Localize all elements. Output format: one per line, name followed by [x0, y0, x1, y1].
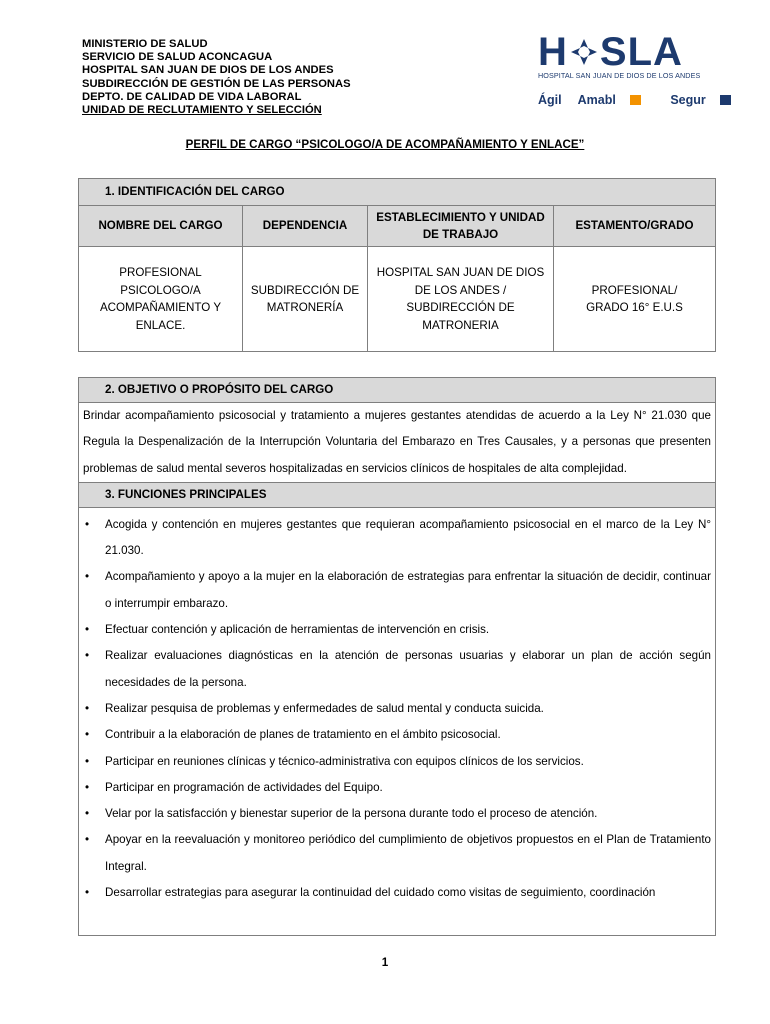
column-header: NOMBRE DEL CARGO	[79, 206, 243, 247]
cell-line: SUBDIRECCIÓN DE	[250, 283, 360, 297]
objective-functions-box	[78, 377, 716, 936]
list-item-text: Realizar pesquisa de problemas y enfermedades de salud mental y conducta suicida.	[105, 701, 544, 715]
header-line: HOSPITAL SAN JUAN DE DIOS DE LOS ANDES	[82, 64, 334, 77]
logo-tagline	[538, 93, 757, 107]
list-item	[85, 722, 711, 748]
cell-line: DE LOS ANDES /	[414, 283, 507, 297]
header-line: MINISTERIO DE SALUD	[82, 38, 208, 50]
tag-amable	[578, 93, 654, 107]
list-item-text: Participar en programación de actividades del Equipo.	[105, 780, 383, 794]
list-item-text: Acogida y contención en mujeres gestantes que requieran acompañamiento psicosocial en el marco de la Ley N° 21.030.	[105, 517, 711, 558]
logo-letters-sla: SLA	[599, 30, 683, 74]
bullet-icon: •	[85, 780, 90, 794]
cell-line: MATRONERIA	[422, 318, 499, 332]
column-header: DEPENDENCIA	[243, 206, 368, 247]
objective-text: Brindar acompañamiento psicosocial y tratamiento a mujeres gestantes atendidas de acuerdo a la Ley N° 21.030 que Regula la Despenalización de la Interrupción Voluntaria del Embarazo en Tres Causales, y a personas que presenten problemas de salud mental severos hospitalizadas en servicios clínicos de hospitales de alta complejidad.	[83, 409, 711, 475]
logo-letter-h: H	[538, 30, 568, 74]
document-title: PERFIL DE CARGO “PSICOLOGO/A DE ACOMPAÑAMIENTO Y ENLACE”	[185, 138, 585, 151]
list-item-text: Participar en reuniones clínicas y técnico-administrativa con equipos clínicos de los servicios.	[105, 754, 584, 768]
cell-line: ACOMPAÑAMIENTO Y	[99, 301, 222, 314]
list-item	[85, 880, 711, 906]
cell-nombre	[79, 247, 243, 352]
header-line: DEPTO. DE CALIDAD DE VIDA LABORAL	[82, 90, 302, 103]
tag-seguro-text: Segur	[670, 93, 706, 107]
cell-estamento	[554, 247, 716, 352]
logo-subtitle: HOSPITAL SAN JUAN DE DIOS DE LOS ANDES	[538, 71, 701, 80]
tag-amable-text: Amabl	[577, 93, 616, 107]
cell-line: GRADO 16° E.U.S	[586, 301, 683, 314]
header-line: SERVICIO DE SALUD ACONCAGUA	[82, 51, 273, 64]
functions-list	[79, 508, 715, 906]
column-header: ESTABLECIMIENTO Y UNIDAD DE TRABAJO	[368, 206, 554, 247]
bullet-icon: •	[85, 807, 90, 821]
cell-dependencia	[243, 247, 368, 352]
tag-seguro	[670, 93, 743, 107]
list-item	[85, 801, 711, 827]
bullet-icon: •	[85, 623, 90, 637]
bullet-icon: •	[85, 754, 90, 768]
logo-wordmark	[538, 30, 683, 74]
list-item-text: Contribuir a la elaboración de planes de tratamiento en el ámbito psicosocial.	[105, 728, 501, 742]
cell-line: ENLACE.	[135, 318, 186, 332]
list-item	[85, 617, 711, 643]
navy-square-icon	[720, 95, 731, 105]
list-item	[85, 564, 711, 617]
page-number: 1	[381, 956, 389, 969]
header-line: SUBDIRECCIÓN DE GESTIÓN DE LAS PERSONAS	[82, 77, 351, 90]
bullet-icon: •	[85, 701, 90, 715]
logo-cross-icon	[569, 32, 599, 62]
list-item-text: Desarrollar estrategias para asegurar la continuidad del cuidado como visitas de seguimiento, coordinación	[105, 886, 656, 900]
header-line: UNIDAD DE RECLUTAMIENTO Y SELECCIÓN	[82, 104, 322, 117]
column-header: ESTAMENTO/GRADO	[554, 206, 716, 247]
section-2-heading: 2. OBJETIVO O PROPÓSITO DEL CARGO	[79, 378, 715, 403]
list-item-text: Velar por la satisfacción y bienestar superior de la persona durante todo el proceso de atención.	[105, 807, 598, 821]
cell-line: PROFESIONAL/	[591, 283, 678, 297]
cell-line: PSICOLOGO/A	[120, 283, 201, 297]
cell-line: SUBDIRECCIÓN DE	[406, 301, 515, 314]
list-item	[85, 775, 711, 801]
cell-line: PROFESIONAL	[119, 266, 202, 279]
identification-table	[78, 178, 716, 352]
cell-establecimiento	[368, 247, 554, 352]
section-1-heading: 1. IDENTIFICACIÓN DEL CARGO	[79, 179, 716, 206]
bullet-icon: •	[85, 649, 90, 663]
list-item-text: Acompañamiento y apoyo a la mujer en la elaboración de estrategias para enfrentar la situación de decidir, continuar o interrumpir embarazo.	[105, 570, 711, 610]
institution-header	[82, 38, 351, 117]
bullet-icon: •	[85, 517, 90, 531]
list-item	[85, 696, 711, 722]
cell-line: MATRONERÍA	[266, 301, 344, 314]
cell-line: HOSPITAL SAN JUAN DE DIOS	[376, 266, 545, 279]
bullet-icon: •	[85, 728, 90, 742]
bullet-icon: •	[85, 886, 90, 900]
list-item	[85, 643, 711, 696]
section-3-heading: 3. FUNCIONES PRINCIPALES	[79, 482, 715, 508]
list-item-text: Apoyar en la reevaluación y monitoreo periódico del cumplimiento de objetivos propuestos en el Plan de Tratamiento Integral.	[105, 833, 711, 873]
orange-square-icon	[630, 95, 641, 105]
list-item	[85, 512, 711, 565]
list-item-text: Realizar evaluaciones diagnósticas en la atención de personas usuarias y elaborar un plan de acción según necesidades de la persona.	[105, 649, 711, 689]
list-item-text: Efectuar contención y aplicación de herramientas de intervención en crisis.	[105, 623, 490, 637]
tag-agil: Ágil	[538, 93, 562, 107]
hosla-logo	[538, 30, 708, 112]
list-item	[85, 827, 711, 880]
list-item	[85, 749, 711, 775]
bullet-icon: •	[85, 570, 90, 584]
bullet-icon: •	[85, 833, 90, 847]
